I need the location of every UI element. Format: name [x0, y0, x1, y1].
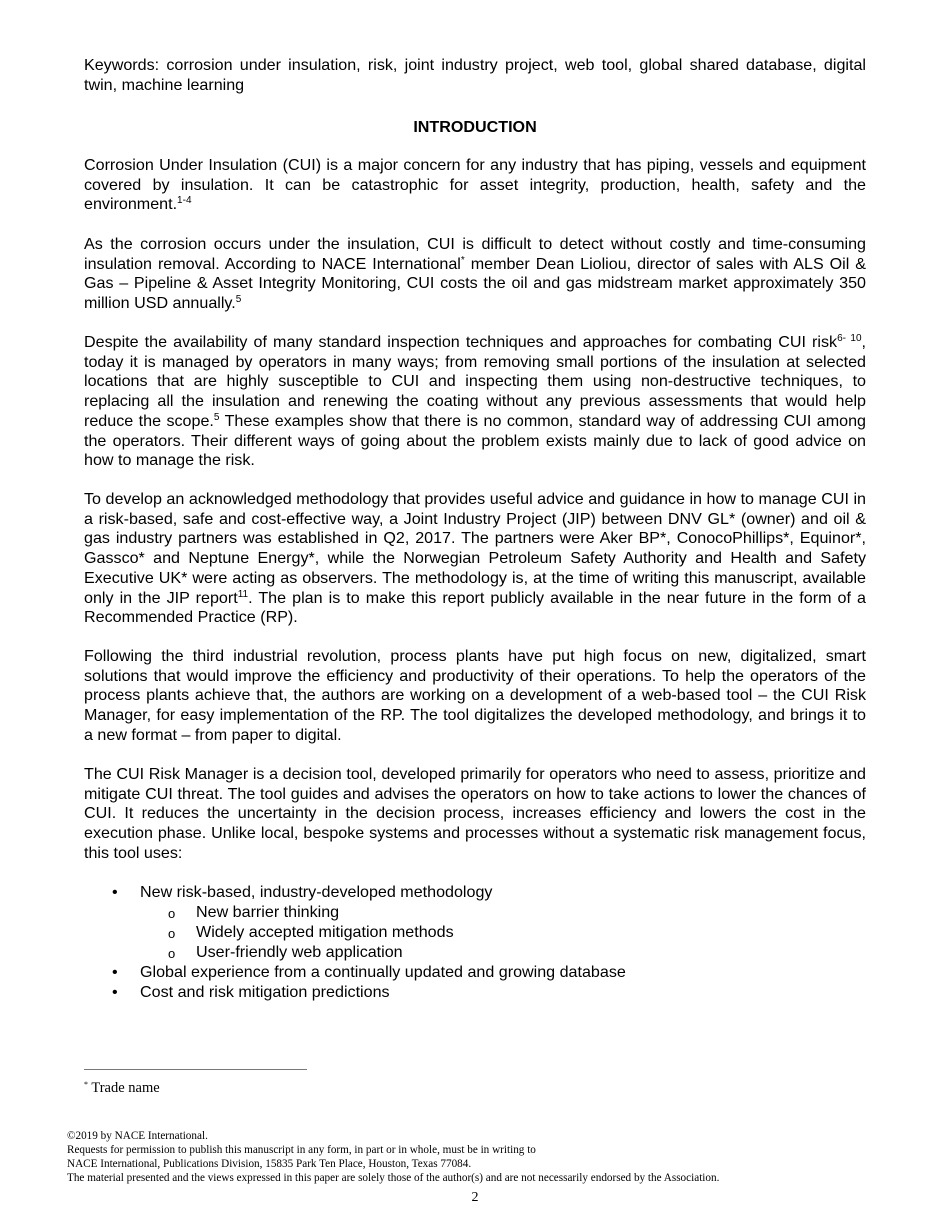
paragraph-5 — [84, 647, 866, 746]
paragraph-text: Following the third industrial revolution, process plants have put high focus on new, digitalized, smart solutions that would improve the efficiency and productivity of their operations. To help the operators of the process plants achieve that, the authors are working on a development of a web-based tool – the CUI Risk Manager, for easy implementation of the RP. The tool digitalizes the developed methodology, and brings it to a new format – from paper to digital. — [84, 647, 866, 744]
paragraph-text: member Dean Lioliou, director of sales with ALS Oil & Gas – Pipeline & Asset Integrity Monitoring, CUI costs the oil and gas midstream market approximately 350 million USD annually. — [84, 254, 866, 313]
footnote-marker-superscript: * — [460, 254, 465, 266]
footnote — [84, 1079, 160, 1097]
citation-superscript: 11 — [237, 588, 249, 600]
list-subitem — [84, 943, 866, 963]
paragraph-6 — [84, 765, 866, 864]
footnote-text: Trade name — [88, 1080, 160, 1096]
bullet-list — [84, 883, 866, 1003]
list-item-text: User-friendly web application — [196, 943, 403, 961]
list-item-text: New risk-based, industry-developed methodology — [140, 883, 493, 901]
keywords-block — [84, 56, 866, 95]
list-item-text: Global experience from a continually updated and growing database — [140, 963, 626, 981]
paragraph-text: The CUI Risk Manager is a decision tool, developed primarily for operators who need to assess, prioritize and mitigate CUI threat. The tool guides and advises the operators on how to take actions to lower the chances of CUI. It reduces the uncertainty in the decision process, increases efficiency and lowers the cost in the execution phase. Unlike local, bespoke systems and processes without a systematic risk management focus, this tool uses: — [84, 765, 866, 862]
bullet-icon: • — [112, 963, 118, 981]
paragraph-text: To develop an acknowledged methodology that provides useful advice and guidance in how to manage CUI in a risk-based, safe and cost-effective way, a Joint Industry Project (JIP) between DNV GL* (owner) and oil & gas industry partners was established in Q2, 2017. The partners were Aker BP*, ConocoPhillips*, Equinor*, Gassco* and Neptune Energy*, while the Norwegian Petroleum Safety Authority and Health and Safety Executive UK* were acting as observers. The methodology is, at the time of writing this manuscript, available only in the JIP report — [84, 490, 866, 607]
list-subitem — [84, 903, 866, 923]
bullet-icon: • — [112, 983, 118, 1001]
paragraph-2 — [84, 235, 866, 314]
citation-superscript: 5 — [235, 294, 242, 306]
paragraph-text: . The plan is to make this report publicly available in the near future in the form of a Recommended Practice (RP). — [84, 588, 866, 627]
citation-superscript: 5 — [213, 411, 220, 423]
keywords-text: Keywords: corrosion under insulation, risk, joint industry project, web tool, global shared database, digital twin, machine learning — [84, 56, 866, 94]
paragraph-4 — [84, 490, 866, 628]
list-subitem — [84, 923, 866, 943]
paragraph-3 — [84, 333, 866, 471]
list-item-text: Cost and risk mitigation predictions — [140, 983, 390, 1001]
permission-line: Requests for permission to publish this manuscript in any form, in part or in whole, must be in writing to — [67, 1144, 536, 1156]
hollow-bullet-icon: o — [168, 946, 176, 961]
copyright-line: ©2019 by NACE International. — [67, 1130, 208, 1142]
hollow-bullet-icon: o — [168, 906, 176, 921]
citation-superscript: 6- 10 — [837, 333, 862, 344]
page-number: 2 — [471, 1190, 479, 1205]
paragraph-1 — [84, 156, 866, 215]
paragraph-text: , today it is managed by operators in many ways; from removing small portions of the insulation at selected locations that are highly susceptible to CUI and inspecting them using non-destructive techniques, to replacing all the insulation and renewing the coating without any previous assessments that would help reduce the scope. — [84, 333, 866, 430]
paragraph-text: Despite the availability of many standard inspection techniques and approaches for combating CUI risk — [84, 333, 838, 351]
footnote-marker: * — [84, 1080, 88, 1089]
bullet-icon: • — [112, 883, 118, 901]
hollow-bullet-icon: o — [168, 926, 176, 941]
citation-superscript: 1-4 — [177, 195, 192, 207]
address-line: NACE International, Publications Division, 15835 Park Ten Place, Houston, Texas 77084. — [67, 1158, 472, 1170]
list-item-text: Widely accepted mitigation methods — [196, 923, 454, 941]
paragraph-text: Corrosion Under Insulation (CUI) is a major concern for any industry that has piping, vessels and equipment covered by insulation. It can be catastrophic for asset integrity, production, health, safety and the environment. — [84, 156, 866, 214]
section-heading-introduction: INTRODUCTION — [413, 118, 537, 136]
list-item — [84, 963, 866, 983]
paragraph-text: These examples show that there is no common, standard way of addressing CUI among the operators. Their different ways of going about the problem exists mainly due to lack of good advice on how to manage the risk. — [84, 411, 866, 470]
list-item — [84, 983, 866, 1003]
disclaimer-line: The material presented and the views expressed in this paper are solely those of the author(s) and are not necessarily endorsed by the Association. — [67, 1172, 720, 1184]
copyright-notice — [67, 1129, 719, 1185]
footnote-divider — [84, 1069, 307, 1070]
list-item-text: New barrier thinking — [196, 903, 340, 921]
list-item — [84, 883, 866, 903]
paragraph-text: As the corrosion occurs under the insulation, CUI is difficult to detect without costly and time-consuming insulation removal. According to NACE International — [84, 235, 866, 273]
